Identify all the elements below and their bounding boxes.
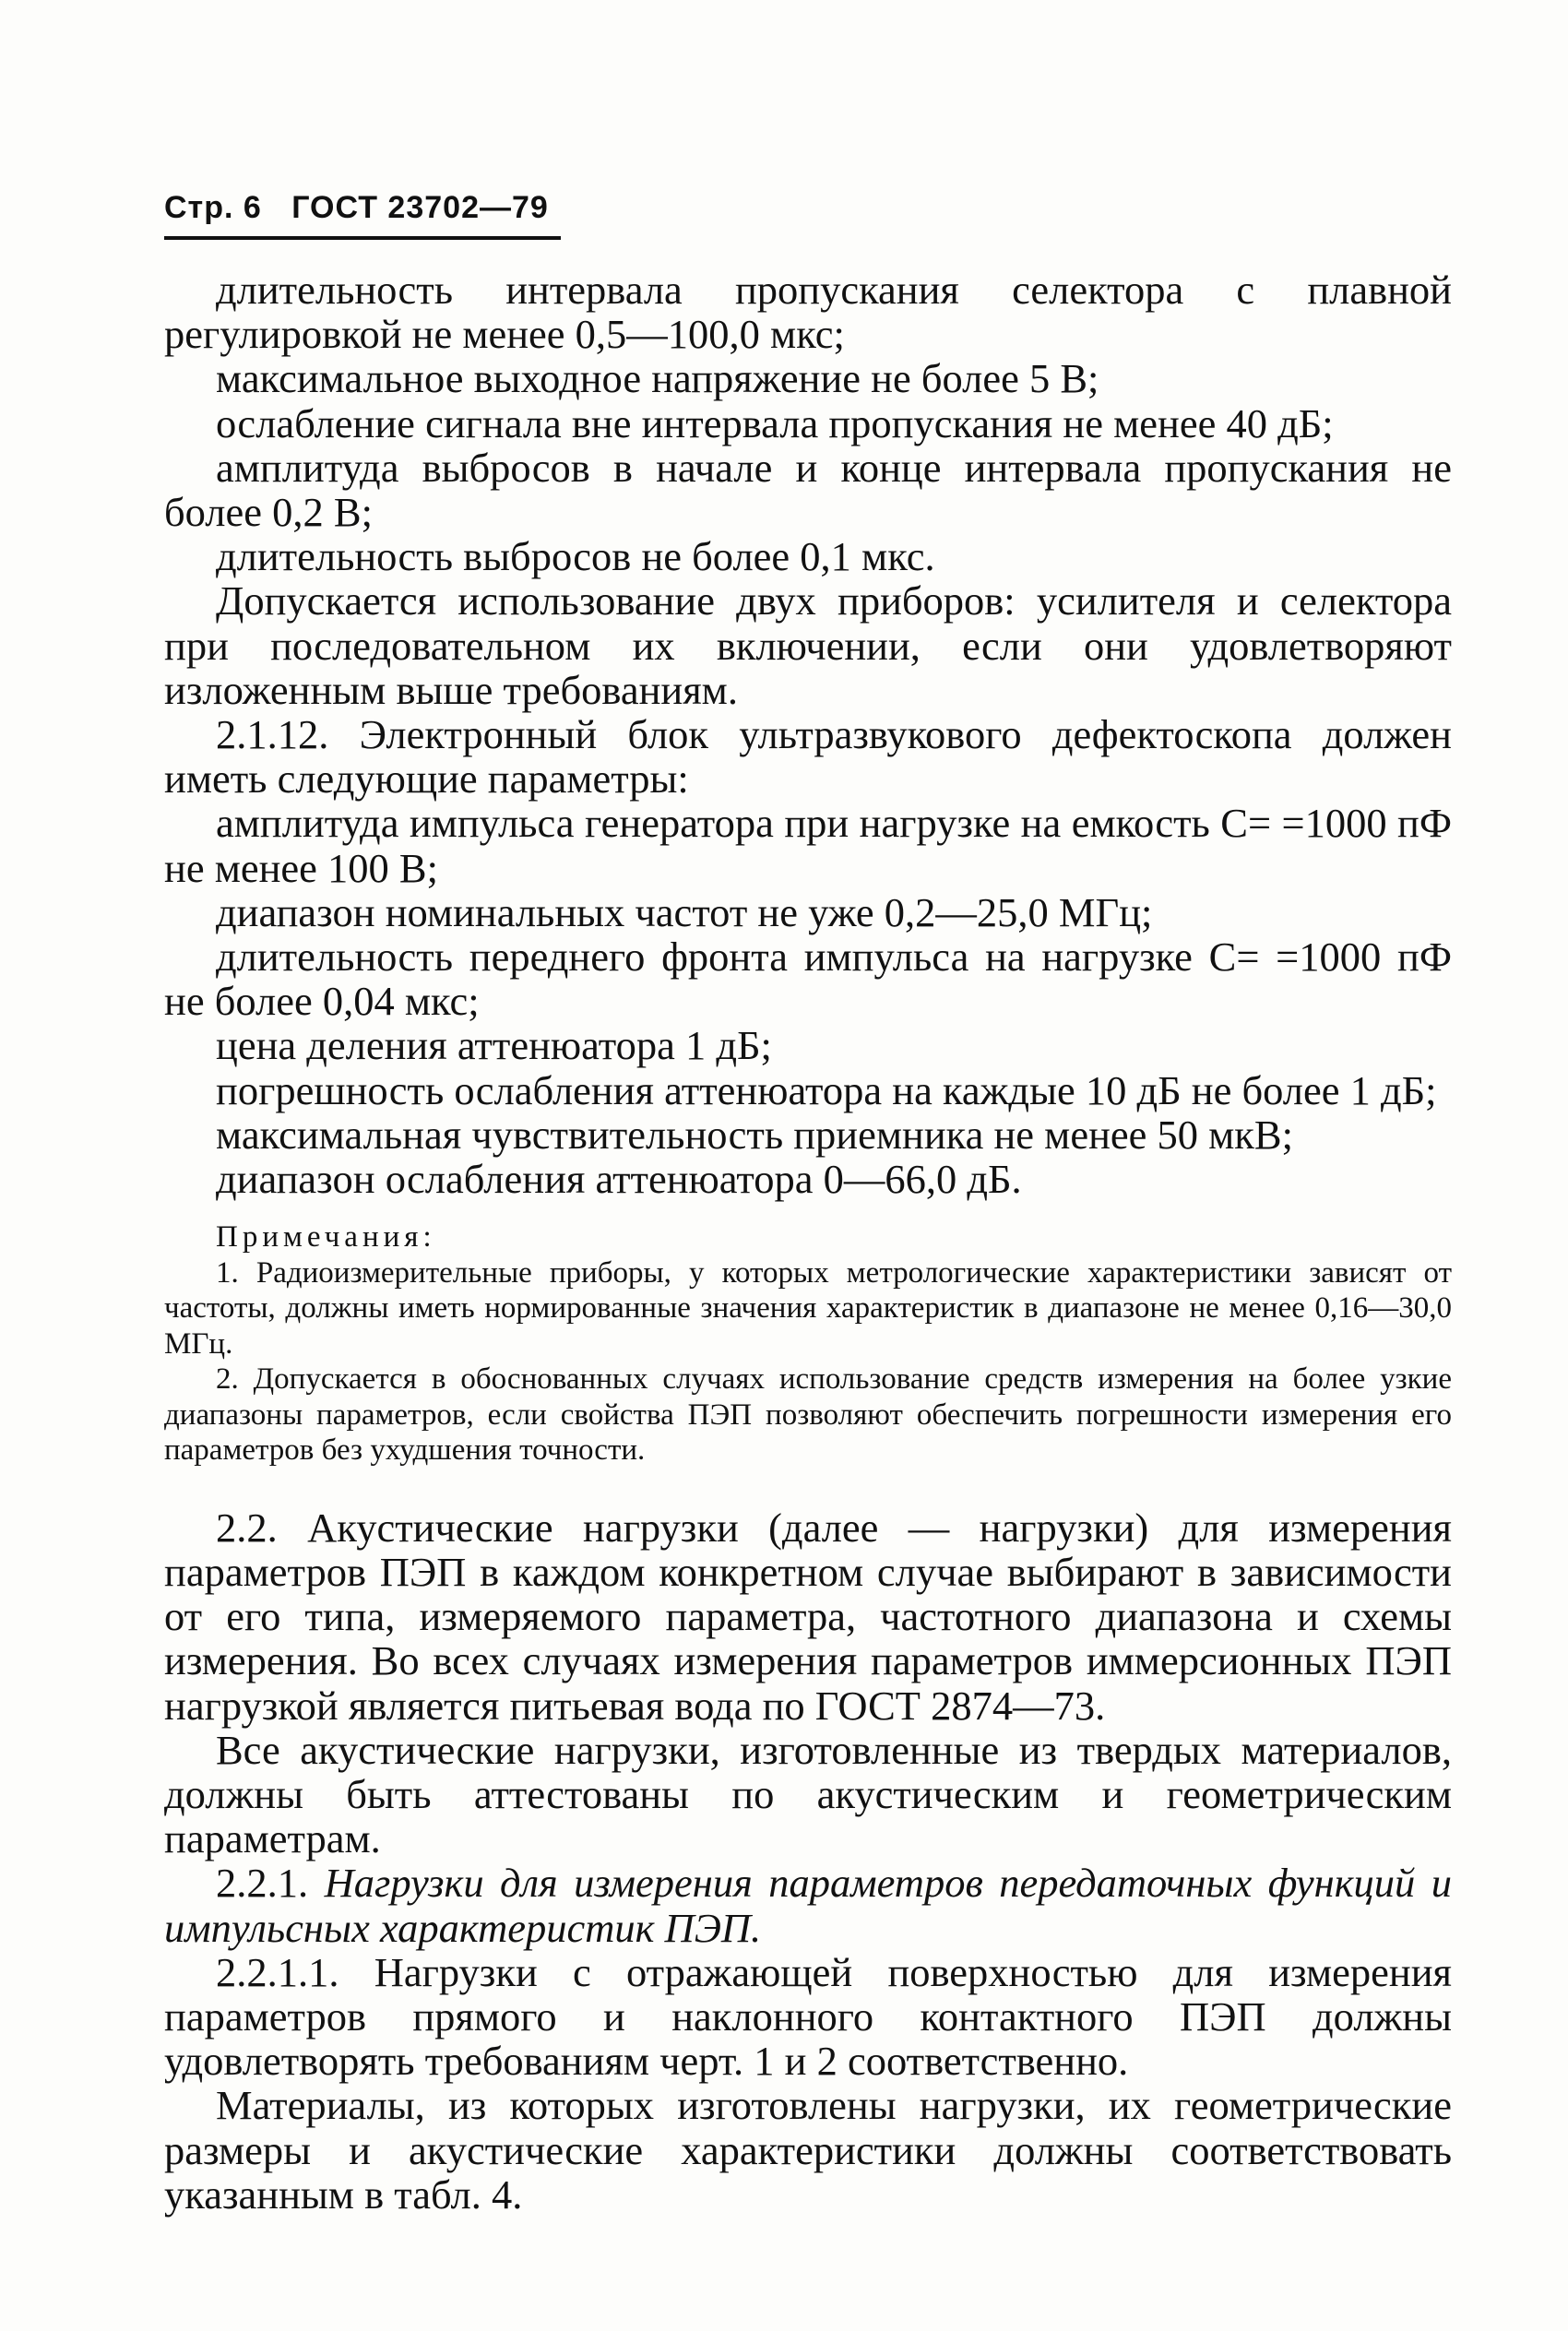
paragraph: 2.1.12. Электронный блок ультразвукового дефектоскопа должен иметь следующие параметры: <box>164 711 1452 803</box>
paragraph: максимальное выходное напряжение не более 5 В; <box>216 355 1099 402</box>
document-body <box>164 268 1452 2217</box>
paragraph: максимальная чувствительность приемника не менее 50 мкВ; <box>216 1111 1293 1158</box>
paragraph: 2.2.1.1. Нагрузки с отражающей поверхностью для измерения параметров прямого и наклонного контактного ПЭП должны удовлетворять требованиям черт. 1 и 2 соответственно. <box>164 1948 1452 2085</box>
paragraph: Все акустические нагрузки, изготовленные из твердых материалов, должны быть аттестованы по акустическим и геометрическим параметрам. <box>164 1726 1452 1862</box>
note-item: 1. Радиоизмерительные приборы, у которых метрологические характеристики зависят от частоты, должны иметь нормированные значения характеристик в диапазоне не менее 0,16—30,0 МГц. <box>164 1255 1452 1361</box>
subsection-title: Нагрузки для измерения параметров передаточных функций и импульсных характеристик ПЭП. <box>164 1860 1452 1951</box>
paragraph: длительность переднего фронта импульса на нагрузке C= =1000 пФ не более 0,04 мкс; <box>164 934 1452 1025</box>
paragraph: Допускается использование двух приборов: усилителя и селектора при последовательном их включении, если они удовлетворяют изложенным выше требованиям. <box>164 577 1452 713</box>
paragraph: ослабление сигнала вне интервала пропускания не менее 40 дБ; <box>216 399 1334 446</box>
paragraph: Материалы, из которых изготовлены нагрузки, их геометрические размеры и акустические характеристики должны соответствовать указанным в табл. 4. <box>164 2082 1452 2218</box>
paragraph: длительность выбросов не более 0,1 мкс. <box>216 533 935 580</box>
notes-block <box>164 1219 1452 1469</box>
page-number: Стр. 6 <box>164 190 262 225</box>
paragraph: погрешность ослабления аттенюатора на каждые 10 дБ не более 1 дБ; <box>216 1066 1437 1113</box>
standard-number: ГОСТ 23702—79 <box>291 190 549 225</box>
page-header <box>164 190 569 226</box>
paragraph: 2.2. Акустические нагрузки (далее — нагрузки) для измерения параметров ПЭП в каждом конкретном случае выбирают в зависимости от его типа, измеряемого параметра, частотного диапазона и схемы измерения. Во всех случаях измерения параметров иммерсионных ПЭП нагрузкой является питьевая вода по ГОСТ 2874—73. <box>164 1504 1452 1729</box>
notes-title: Примечания: <box>216 1220 436 1255</box>
header-rule <box>164 236 561 240</box>
paragraph: амплитуда выбросов в начале и конце интервала пропускания не более 0,2 В; <box>164 444 1452 536</box>
paragraph: длительность интервала пропускания селектора с плавной регулировкой не менее 0,5—100,0 мкс; <box>164 267 1452 358</box>
paragraph: амплитуда импульса генератора при нагрузке на емкость C= =1000 пФ не менее 100 В; <box>164 800 1452 891</box>
paragraph: цена деления аттенюатора 1 дБ; <box>216 1022 772 1069</box>
subsection-heading <box>164 1861 1452 1949</box>
paragraph: диапазон ослабления аттенюатора 0—66,0 дБ. <box>216 1156 1022 1203</box>
note-item: 2. Допускается в обоснованных случаях использование средств измерения на более узкие диапазоны параметров, если свойства ПЭП позволяют обеспечить погрешности измерения его параметров без ухудшения точности. <box>164 1362 1452 1468</box>
subsection-number: 2.2.1. <box>216 1860 309 1907</box>
paragraph: диапазон номинальных частот не уже 0,2—25,0 МГц; <box>216 888 1153 935</box>
